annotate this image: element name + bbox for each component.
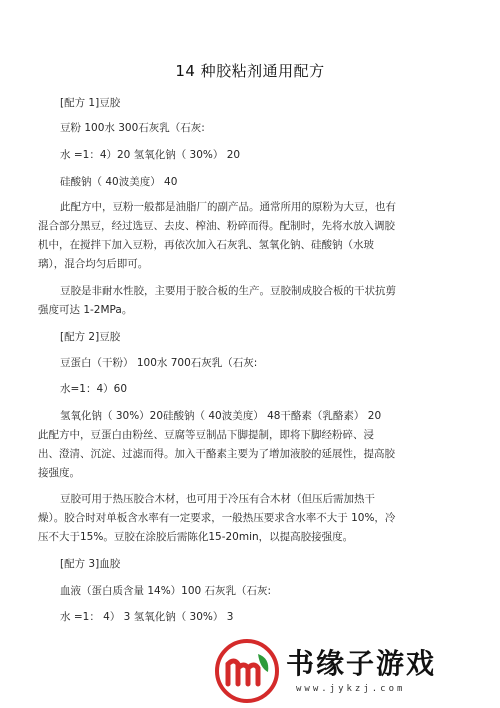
text-line: 豆胶可用于热压胶合木材，也可用于冷压有合木材（但压后需加热干: [60, 493, 375, 505]
watermark-text: 书缘子游戏: [286, 647, 437, 680]
document-title: 14 种胶粘剂通用配方: [175, 62, 325, 80]
text-line: 出、澄清、沉淀、过滤而得。加入干酪素主要为了增加液胶的延展性，提高胶: [38, 448, 395, 460]
text-line: 水 =1： 4） 3 氢氧化钠（ 30%） 3: [60, 611, 234, 623]
text-line: 此配方中，豆蛋白由粉丝、豆腐等豆制品下脚提制，即将下脚经粉碎、浸: [38, 429, 374, 441]
text-line: 接强度。: [38, 467, 80, 479]
text-line: 璃），混合均匀后即可。: [38, 258, 149, 270]
text-line: 血液（蛋白质含量 14%）100 石灰乳（石灰:: [60, 585, 272, 597]
text-line: 豆胶是非耐水性胶，主要用于胶合板的生产。豆胶制成胶合板的干状抗剪: [60, 285, 396, 297]
text-line: 豆蛋白（干粉） 100水 700石灰乳（石灰:: [60, 357, 258, 369]
text-line: 强度可达 1-2MPa。: [38, 304, 133, 316]
formula-2-heading: [配方 2]豆胶: [60, 331, 121, 343]
text-line: 水 =1：4）20 氢氧化钠（ 30%） 20: [60, 149, 241, 161]
watermark-logo-icon: [214, 638, 280, 704]
watermark: [214, 632, 500, 708]
text-line: 硅酸钠（ 40波美度） 40: [60, 176, 178, 188]
text-line: 机中，在搅拌下加入豆粉，再依次加入石灰乳、氢氧化钠、硅酸钠（水玻: [38, 239, 374, 251]
text-line: 燥）。胶合时对单板含水率有一定要求，一般热压要求含水率不大于 10%，冷: [38, 512, 396, 524]
text-line: 豆粉 100水 300石灰乳（石灰:: [60, 122, 205, 134]
text-line: 水=1：4）60: [60, 383, 128, 395]
formula-1-heading: [配方 1]豆胶: [60, 97, 121, 109]
text-line: 氢氧化钠（ 30%）20硅酸钠（ 40波美度） 48干酪素（乳酪素） 20: [60, 410, 382, 422]
text-line: 混合部分黑豆，经过选豆、去皮、榨油、粉碎而得。配制时，先将水放入调胶: [38, 220, 395, 232]
text-line: 此配方中，豆粉一般都是油脂厂的副产品。通常所用的原粉为大豆，也有: [60, 201, 396, 213]
formula-3-heading: [配方 3]血胶: [60, 558, 121, 570]
watermark-url: www.jykzj.com: [296, 684, 406, 694]
text-line: 压不大于15%。豆胶在涂胶后需陈化15-20min，以提高胶接强度。: [38, 531, 354, 543]
